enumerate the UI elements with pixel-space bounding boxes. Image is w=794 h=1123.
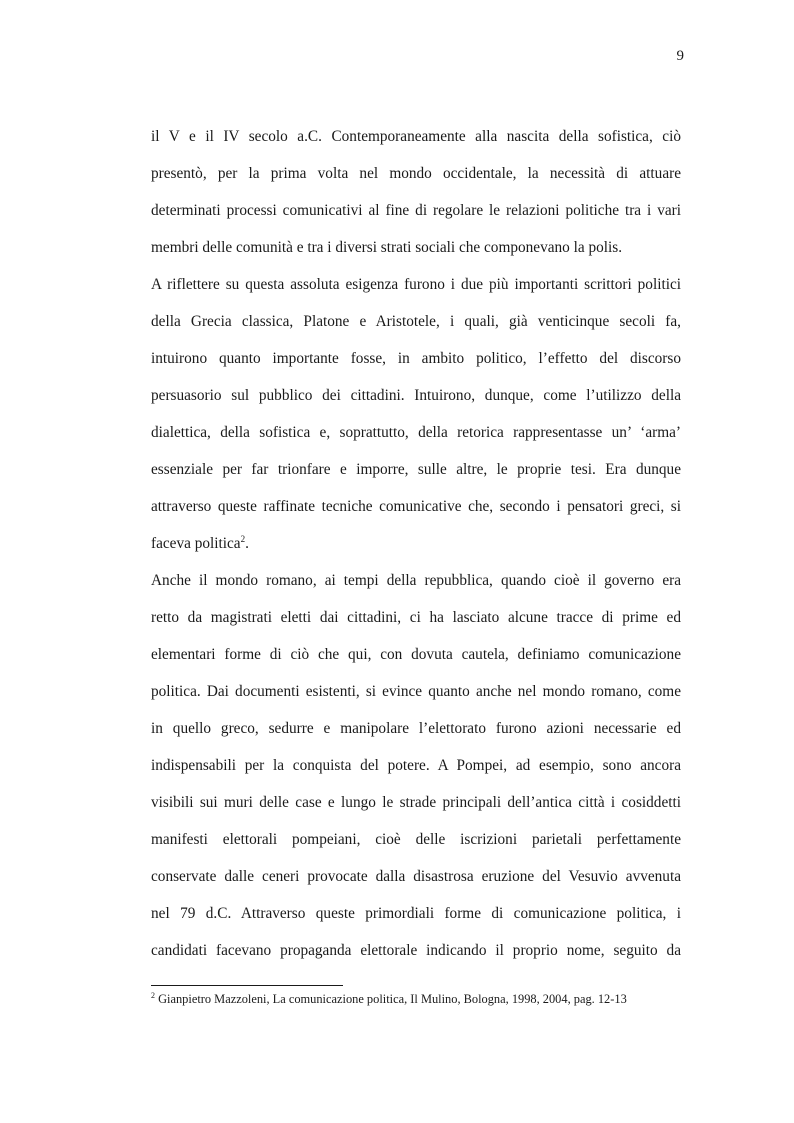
text-line: candidati facevano propaganda elettorale indicando il proprio nome, seguito da bbox=[151, 942, 681, 959]
text-line: Anche il mondo romano, ai tempi della repubblica, quando cioè il governo era bbox=[151, 572, 681, 589]
text-line: persuasorio sul pubblico dei cittadini. Intuirono, dunque, come l’utilizzo della bbox=[151, 387, 681, 404]
page-number: 9 bbox=[676, 48, 684, 64]
body-text bbox=[151, 126, 681, 977]
text-line: in quello greco, sedurre e manipolare l’elettorato furono azioni necessarie ed bbox=[151, 720, 681, 737]
text-line: A riflettere su questa assoluta esigenza furono i due più importanti scrittori politici bbox=[151, 276, 681, 293]
footnote-reference[interactable]: 2 bbox=[240, 534, 246, 544]
text-line: conservate dalle ceneri provocate dalla disastrosa eruzione del Vesuvio avvenuta bbox=[151, 868, 681, 885]
footnote bbox=[151, 991, 691, 1007]
text-line: elementari forme di ciò che qui, con dovuta cautela, definiamo comunicazione bbox=[151, 646, 681, 663]
text-line: indispensabili per la conquista del potere. A Pompei, ad esempio, sono ancora bbox=[151, 757, 681, 774]
text-line: attraverso queste raffinate tecniche comunicative che, secondo i pensatori greci, si bbox=[151, 498, 681, 515]
text-line: presentò, per la prima volta nel mondo occidentale, la necessità di attuare bbox=[151, 165, 681, 182]
text-line: determinati processi comunicativi al fine di regolare le relazioni politiche tra i vari bbox=[151, 202, 681, 219]
text-line: membri delle comunità e tra i diversi strati sociali che componevano la polis. bbox=[151, 239, 623, 256]
text-line: dialettica, della sofistica e, soprattutto, della retorica rappresentasse un’ ‘arma’ bbox=[151, 424, 681, 441]
text-line: manifesti elettorali pompeiani, cioè delle iscrizioni parietali perfettamente bbox=[151, 831, 681, 848]
text-line: nel 79 d.C. Attraverso queste primordiali forme di comunicazione politica, i bbox=[151, 905, 681, 922]
text-line-end: . bbox=[245, 535, 249, 552]
text-line: della Grecia classica, Platone e Aristotele, i quali, già venticinque secoli fa, bbox=[151, 313, 681, 330]
text-line: il V e il IV secolo a.C. Contemporaneamente alla nascita della sofistica, ciò bbox=[151, 128, 681, 145]
text-line: politica. Dai documenti esistenti, si evince quanto anche nel mondo romano, come bbox=[151, 683, 681, 700]
footnote-separator bbox=[151, 985, 343, 986]
text-line: retto da magistrati eletti dai cittadini, ci ha lasciato alcune tracce di prime ed bbox=[151, 609, 681, 626]
footnote-number: 2 bbox=[151, 991, 155, 1000]
text-line-with-footnote bbox=[151, 533, 681, 570]
text-line-content: faceva politica bbox=[151, 535, 241, 552]
text-line: visibili sui muri delle case e lungo le strade principali dell’antica città i cosiddetti bbox=[151, 794, 681, 811]
text-line: intuirono quanto importante fosse, in ambito politico, l’effetto del discorso bbox=[151, 350, 681, 367]
text-line: essenziale per far trionfare e imporre, sulle altre, le proprie tesi. Era dunque bbox=[151, 461, 681, 478]
footnote-text: Gianpietro Mazzoleni, La comunicazione politica, Il Mulino, Bologna, 1998, 2004, pag. 12-13 bbox=[155, 992, 627, 1006]
